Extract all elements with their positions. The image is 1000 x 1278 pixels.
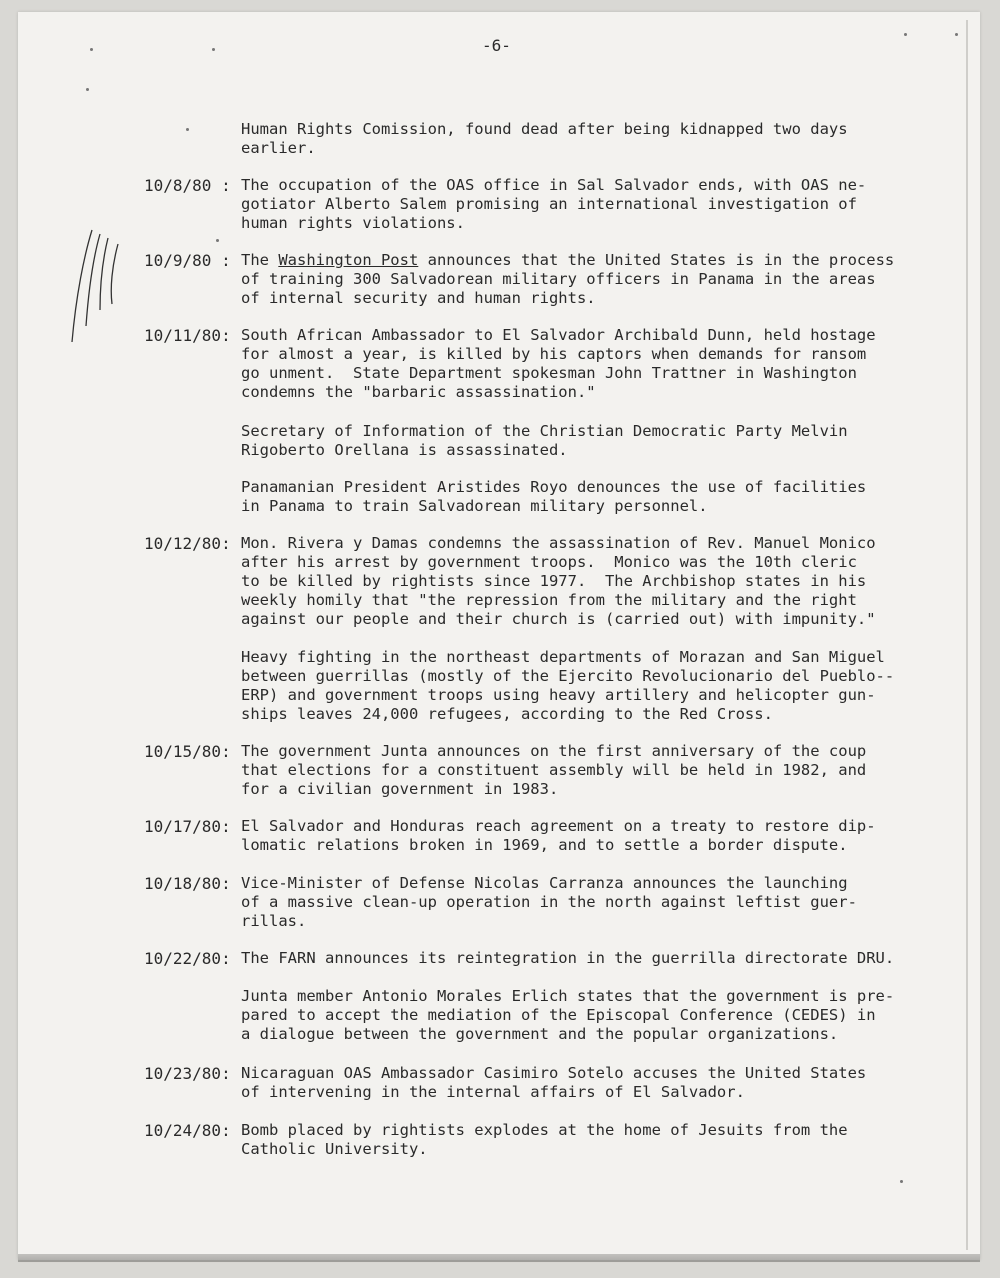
entry-date: 10/9/80 : (144, 251, 231, 270)
entry-text: The government Junta announces on the first anniversary of the coup that elections for a constituent assembly will be held in 1982, and for a civilian government in 1983. (241, 742, 867, 798)
underlined-publication-title: Washington Post (278, 251, 419, 269)
entry-text: Panamanian President Aristides Royo denounces the use of facilities in Panama to train Salvadorean military personnel. (241, 478, 867, 515)
page-number: -6- (482, 36, 511, 55)
speck (90, 48, 93, 51)
handwritten-margin-marks-icon (62, 226, 132, 346)
entry-date: 10/17/80: (144, 817, 231, 836)
entry-text: The Washington Post announces that the United States is in the process of training 300 Salvadorean military officers in Panama in the areas of internal security and human rights. (241, 251, 895, 307)
entry-text: The FARN announces its reintegration in the guerrilla directorate DRU. (241, 949, 895, 967)
page-right-shadow (966, 20, 968, 1250)
speck (904, 33, 907, 36)
entry-date: 10/22/80: (144, 949, 231, 968)
speck (216, 239, 219, 242)
speck (955, 33, 958, 36)
page-bottom-edge (18, 1254, 980, 1262)
entry-text: Mon. Rivera y Damas condemns the assassination of Rev. Manuel Monico after his arrest by government troops. Monico was the 10th cleric to be killed by rightists since 1977. The Archbishop states in his weekly homily that "the repression from the military and the right against our people and their church is (carried out) with impunity." (241, 534, 876, 628)
speck (212, 48, 215, 51)
speck (900, 1180, 903, 1183)
entry-text: South African Ambassador to El Salvador Archibald Dunn, held hostage for almost a year, is killed by his captors when demands for ransom go unment. State Department spokesman John Trattner in Washington condemns the "barbaric assassination." (241, 326, 876, 401)
entry-date: 10/24/80: (144, 1121, 231, 1140)
entry-text: Human Rights Comission, found dead after being kidnapped two days earlier. (241, 120, 848, 157)
entry-text: Junta member Antonio Morales Erlich states that the government is pre- pared to accept the mediation of the Episcopal Conference (CEDES) in a dialogue between the government and the popular organizations. (241, 987, 895, 1043)
entry-date: 10/8/80 : (144, 176, 231, 195)
entry-text: Heavy fighting in the northeast departments of Morazan and San Miguel between guerrillas (mostly of the Ejercito Revolucionario del Pueblo-- ERP) and government troops using heavy artillery and helicopter gun- ships leaves 24,000 refugees, according to the Red Cross. (241, 648, 895, 723)
entry-text: El Salvador and Honduras reach agreement on a treaty to restore dip- lomatic relations broken in 1969, and to settle a border dispute. (241, 817, 876, 854)
speck (86, 88, 89, 91)
entry-date: 10/23/80: (144, 1064, 231, 1083)
entry-text: Nicaraguan OAS Ambassador Casimiro Sotelo accuses the United States of intervening in the internal affairs of El Salvador. (241, 1064, 867, 1101)
entry-text: Vice-Minister of Defense Nicolas Carranza announces the launching of a massive clean-up operation in the north against leftist guer- rillas. (241, 874, 857, 930)
entry-date: 10/15/80: (144, 742, 231, 761)
entry-text: The occupation of the OAS office in Sal Salvador ends, with OAS ne- gotiator Alberto Salem promising an international investigation of human rights violations. (241, 176, 867, 232)
entry-date: 10/12/80: (144, 534, 231, 553)
entry-date: 10/11/80: (144, 326, 231, 345)
entry-date: 10/18/80: (144, 874, 231, 893)
entry-text: Bomb placed by rightists explodes at the home of Jesuits from the Catholic University. (241, 1121, 848, 1158)
entry-text: Secretary of Information of the Christian Democratic Party Melvin Rigoberto Orellana is assassinated. (241, 422, 848, 459)
speck (186, 128, 189, 131)
